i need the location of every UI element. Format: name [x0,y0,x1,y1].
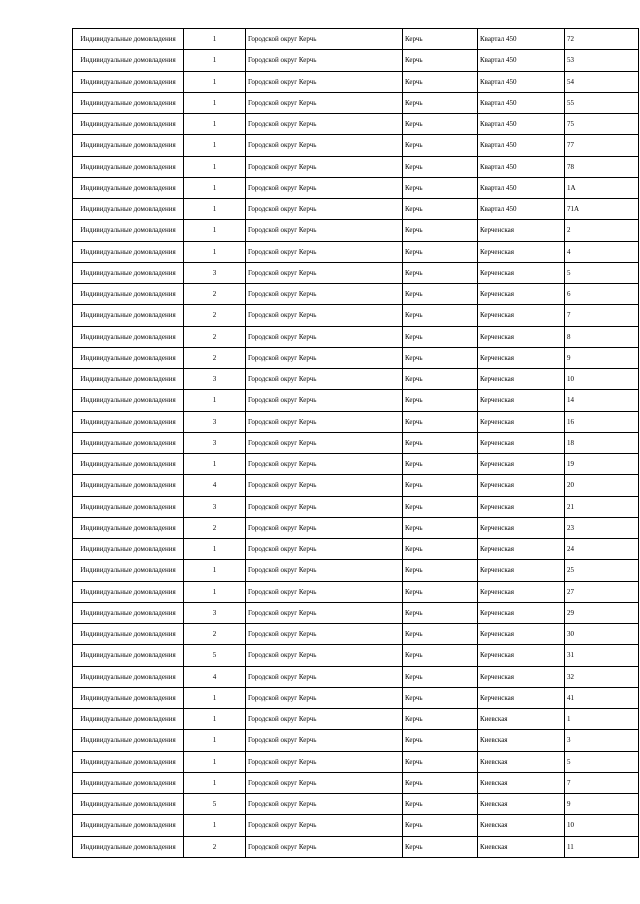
row-district-cell: Городской округ Керчь [246,347,403,368]
row-house-cell: 10 [565,815,639,836]
row-district-cell: Городской округ Керчь [246,687,403,708]
row-street-cell: Керченская [478,390,565,411]
row-house-cell: 18 [565,432,639,453]
row-type-cell: Индивидуальные домовладения [73,602,184,623]
row-city-cell: Керчь [403,645,478,666]
row-city-cell: Керчь [403,581,478,602]
row-type-cell: Индивидуальные домовладения [73,432,184,453]
row-count-cell: 1 [184,199,246,220]
row-count-cell: 1 [184,581,246,602]
row-type-cell: Индивидуальные домовладения [73,772,184,793]
row-house-cell: 71А [565,199,639,220]
row-street-cell: Керченская [478,284,565,305]
row-street-cell: Керченская [478,624,565,645]
row-count-cell: 1 [184,751,246,772]
row-city-cell: Керчь [403,135,478,156]
row-district-cell: Городской округ Керчь [246,71,403,92]
row-house-cell: 31 [565,645,639,666]
row-street-cell: Квартал 450 [478,50,565,71]
row-street-cell: Керченская [478,326,565,347]
row-house-cell: 78 [565,156,639,177]
row-city-cell: Керчь [403,815,478,836]
table-row [73,730,639,751]
row-house-cell: 2 [565,220,639,241]
row-city-cell: Керчь [403,199,478,220]
row-street-cell: Керченская [478,645,565,666]
row-street-cell: Керченская [478,602,565,623]
row-type-cell: Индивидуальные домовладения [73,709,184,730]
row-count-cell: 1 [184,390,246,411]
row-street-cell: Квартал 450 [478,199,565,220]
row-house-cell: 11 [565,836,639,857]
row-type-cell: Индивидуальные домовладения [73,560,184,581]
row-district-cell: Городской округ Керчь [246,539,403,560]
row-district-cell: Городской округ Керчь [246,156,403,177]
row-count-cell: 2 [184,347,246,368]
row-house-cell: 5 [565,262,639,283]
row-type-cell: Индивидуальные домовладения [73,390,184,411]
row-count-cell: 1 [184,177,246,198]
table-row [73,326,639,347]
row-district-cell: Городской округ Керчь [246,772,403,793]
table-row [73,305,639,326]
row-house-cell: 77 [565,135,639,156]
row-district-cell: Городской округ Керчь [246,220,403,241]
row-type-cell: Индивидуальные домовладения [73,305,184,326]
row-house-cell: 1А [565,177,639,198]
table-row [73,687,639,708]
row-type-cell: Индивидуальные домовладения [73,517,184,538]
row-type-cell: Индивидуальные домовладения [73,29,184,50]
address-table-body [73,29,639,858]
row-street-cell: Киевская [478,730,565,751]
row-house-cell: 3 [565,730,639,751]
row-count-cell: 3 [184,262,246,283]
row-city-cell: Керчь [403,517,478,538]
row-district-cell: Городской округ Керчь [246,92,403,113]
row-house-cell: 53 [565,50,639,71]
row-type-cell: Индивидуальные домовладения [73,836,184,857]
row-type-cell: Индивидуальные домовладения [73,199,184,220]
row-street-cell: Керченская [478,475,565,496]
table-row [73,645,639,666]
row-count-cell: 3 [184,432,246,453]
row-count-cell: 1 [184,114,246,135]
row-count-cell: 2 [184,305,246,326]
row-city-cell: Керчь [403,114,478,135]
row-type-cell: Индивидуальные домовладения [73,475,184,496]
row-street-cell: Киевская [478,772,565,793]
row-district-cell: Городской округ Керчь [246,114,403,135]
table-row [73,156,639,177]
row-city-cell: Керчь [403,284,478,305]
row-house-cell: 4 [565,241,639,262]
row-count-cell: 1 [184,815,246,836]
row-district-cell: Городской округ Керчь [246,432,403,453]
row-house-cell: 19 [565,454,639,475]
row-district-cell: Городской округ Керчь [246,645,403,666]
row-count-cell: 1 [184,687,246,708]
row-city-cell: Керчь [403,475,478,496]
row-district-cell: Городской округ Керчь [246,836,403,857]
row-count-cell: 5 [184,794,246,815]
row-city-cell: Керчь [403,539,478,560]
row-city-cell: Керчь [403,92,478,113]
row-street-cell: Керченская [478,347,565,368]
row-street-cell: Квартал 450 [478,156,565,177]
row-type-cell: Индивидуальные домовладения [73,114,184,135]
table-row [73,560,639,581]
row-house-cell: 21 [565,496,639,517]
row-house-cell: 54 [565,71,639,92]
row-count-cell: 1 [184,560,246,581]
row-count-cell: 4 [184,475,246,496]
row-street-cell: Керченская [478,241,565,262]
row-house-cell: 9 [565,794,639,815]
row-city-cell: Керчь [403,751,478,772]
row-count-cell: 1 [184,772,246,793]
row-count-cell: 5 [184,645,246,666]
row-city-cell: Керчь [403,262,478,283]
row-count-cell: 1 [184,135,246,156]
table-row [73,29,639,50]
row-house-cell: 20 [565,475,639,496]
row-district-cell: Городской округ Керчь [246,454,403,475]
row-count-cell: 2 [184,624,246,645]
row-city-cell: Керчь [403,326,478,347]
row-city-cell: Керчь [403,730,478,751]
row-type-cell: Индивидуальные домовладения [73,326,184,347]
table-row [73,772,639,793]
row-type-cell: Индивидуальные домовладения [73,815,184,836]
row-city-cell: Керчь [403,347,478,368]
table-row [73,815,639,836]
row-house-cell: 25 [565,560,639,581]
row-count-cell: 1 [184,92,246,113]
row-house-cell: 7 [565,772,639,793]
row-type-cell: Индивидуальные домовладения [73,581,184,602]
row-house-cell: 5 [565,751,639,772]
row-count-cell: 1 [184,156,246,177]
row-city-cell: Керчь [403,390,478,411]
row-street-cell: Квартал 450 [478,29,565,50]
row-city-cell: Керчь [403,369,478,390]
table-row [73,199,639,220]
row-district-cell: Городской округ Керчь [246,581,403,602]
row-city-cell: Керчь [403,220,478,241]
table-row [73,241,639,262]
row-type-cell: Индивидуальные домовладения [73,284,184,305]
row-street-cell: Керченская [478,411,565,432]
table-row [73,220,639,241]
row-house-cell: 75 [565,114,639,135]
row-count-cell: 1 [184,71,246,92]
table-row [73,135,639,156]
row-city-cell: Керчь [403,454,478,475]
table-row [73,624,639,645]
row-city-cell: Керчь [403,496,478,517]
row-city-cell: Керчь [403,156,478,177]
table-row [73,517,639,538]
row-city-cell: Керчь [403,71,478,92]
row-type-cell: Индивидуальные домовладения [73,539,184,560]
row-house-cell: 14 [565,390,639,411]
table-row [73,390,639,411]
row-city-cell: Керчь [403,305,478,326]
row-type-cell: Индивидуальные домовладения [73,156,184,177]
table-row [73,411,639,432]
row-house-cell: 24 [565,539,639,560]
row-house-cell: 9 [565,347,639,368]
address-table [72,28,639,858]
row-city-cell: Керчь [403,50,478,71]
row-district-cell: Городской округ Керчь [246,390,403,411]
row-count-cell: 1 [184,241,246,262]
table-row [73,539,639,560]
row-district-cell: Городской округ Керчь [246,369,403,390]
row-district-cell: Городской округ Керчь [246,262,403,283]
row-city-cell: Керчь [403,687,478,708]
row-street-cell: Керченская [478,666,565,687]
row-street-cell: Керченская [478,432,565,453]
table-row [73,602,639,623]
row-district-cell: Городской округ Керчь [246,751,403,772]
row-type-cell: Индивидуальные домовладения [73,645,184,666]
row-district-cell: Городской округ Керчь [246,29,403,50]
row-city-cell: Керчь [403,794,478,815]
row-count-cell: 1 [184,539,246,560]
row-district-cell: Городской округ Керчь [246,517,403,538]
row-count-cell: 2 [184,517,246,538]
row-type-cell: Индивидуальные домовладения [73,369,184,390]
row-type-cell: Индивидуальные домовладения [73,687,184,708]
table-row [73,92,639,113]
row-house-cell: 1 [565,709,639,730]
row-street-cell: Киевская [478,815,565,836]
row-count-cell: 1 [184,220,246,241]
row-house-cell: 23 [565,517,639,538]
row-count-cell: 1 [184,709,246,730]
row-type-cell: Индивидуальные домовладения [73,454,184,475]
row-city-cell: Керчь [403,29,478,50]
row-district-cell: Городской округ Керчь [246,326,403,347]
row-city-cell: Керчь [403,411,478,432]
row-count-cell: 1 [184,730,246,751]
row-street-cell: Керченская [478,496,565,517]
row-district-cell: Городской округ Керчь [246,284,403,305]
row-city-cell: Керчь [403,602,478,623]
row-street-cell: Керченская [478,539,565,560]
row-street-cell: Квартал 450 [478,177,565,198]
row-street-cell: Керченская [478,560,565,581]
row-city-cell: Керчь [403,177,478,198]
table-row [73,369,639,390]
table-row [73,454,639,475]
row-house-cell: 27 [565,581,639,602]
table-row [73,794,639,815]
row-house-cell: 10 [565,369,639,390]
row-type-cell: Индивидуальные домовладения [73,50,184,71]
row-district-cell: Городской округ Керчь [246,199,403,220]
table-row [73,666,639,687]
row-count-cell: 2 [184,326,246,347]
row-street-cell: Керченская [478,581,565,602]
row-count-cell: 3 [184,602,246,623]
row-district-cell: Городской округ Керчь [246,709,403,730]
row-street-cell: Керченская [478,220,565,241]
row-type-cell: Индивидуальные домовладения [73,624,184,645]
table-row [73,177,639,198]
row-district-cell: Городской округ Керчь [246,135,403,156]
row-house-cell: 55 [565,92,639,113]
table-row [73,284,639,305]
row-house-cell: 30 [565,624,639,645]
row-district-cell: Городской округ Керчь [246,730,403,751]
row-type-cell: Индивидуальные домовладения [73,135,184,156]
row-type-cell: Индивидуальные домовладения [73,71,184,92]
row-district-cell: Городской округ Керчь [246,50,403,71]
row-type-cell: Индивидуальные домовладения [73,666,184,687]
row-type-cell: Индивидуальные домовладения [73,241,184,262]
row-count-cell: 2 [184,284,246,305]
row-city-cell: Керчь [403,666,478,687]
row-house-cell: 41 [565,687,639,708]
table-row [73,432,639,453]
row-count-cell: 1 [184,454,246,475]
row-house-cell: 7 [565,305,639,326]
row-street-cell: Квартал 450 [478,92,565,113]
row-district-cell: Городской округ Керчь [246,624,403,645]
row-city-cell: Керчь [403,836,478,857]
row-city-cell: Керчь [403,709,478,730]
row-house-cell: 29 [565,602,639,623]
row-street-cell: Квартал 450 [478,71,565,92]
row-count-cell: 1 [184,50,246,71]
table-row [73,262,639,283]
row-district-cell: Городской округ Керчь [246,241,403,262]
row-type-cell: Индивидуальные домовладения [73,92,184,113]
row-city-cell: Керчь [403,241,478,262]
row-district-cell: Городской округ Керчь [246,496,403,517]
row-street-cell: Керченская [478,517,565,538]
row-street-cell: Квартал 450 [478,114,565,135]
row-count-cell: 1 [184,29,246,50]
row-type-cell: Индивидуальные домовладения [73,730,184,751]
row-type-cell: Индивидуальные домовладения [73,347,184,368]
row-district-cell: Городской округ Керчь [246,560,403,581]
row-count-cell: 3 [184,496,246,517]
row-type-cell: Индивидуальные домовладения [73,751,184,772]
row-street-cell: Киевская [478,709,565,730]
row-type-cell: Индивидуальные домовладения [73,220,184,241]
row-house-cell: 32 [565,666,639,687]
row-street-cell: Керченская [478,305,565,326]
row-type-cell: Индивидуальные домовладения [73,177,184,198]
table-row [73,581,639,602]
row-street-cell: Киевская [478,751,565,772]
row-city-cell: Керчь [403,624,478,645]
row-type-cell: Индивидуальные домовладения [73,794,184,815]
table-row [73,496,639,517]
row-type-cell: Индивидуальные домовладения [73,411,184,432]
row-count-cell: 3 [184,369,246,390]
row-city-cell: Керчь [403,432,478,453]
row-street-cell: Квартал 450 [478,135,565,156]
row-house-cell: 16 [565,411,639,432]
row-house-cell: 8 [565,326,639,347]
row-district-cell: Городской округ Керчь [246,411,403,432]
row-district-cell: Городской округ Керчь [246,794,403,815]
row-district-cell: Городской округ Керчь [246,815,403,836]
row-street-cell: Керченская [478,454,565,475]
table-row [73,50,639,71]
row-district-cell: Городской округ Керчь [246,602,403,623]
row-city-cell: Керчь [403,560,478,581]
table-row [73,114,639,135]
row-house-cell: 6 [565,284,639,305]
row-type-cell: Индивидуальные домовладения [73,262,184,283]
table-row [73,709,639,730]
row-house-cell: 72 [565,29,639,50]
table-row [73,751,639,772]
row-count-cell: 2 [184,836,246,857]
row-district-cell: Городской округ Керчь [246,177,403,198]
row-street-cell: Киевская [478,836,565,857]
row-district-cell: Городской округ Керчь [246,305,403,326]
row-district-cell: Городской округ Керчь [246,666,403,687]
row-count-cell: 3 [184,411,246,432]
table-row [73,71,639,92]
table-row [73,347,639,368]
row-street-cell: Керченская [478,262,565,283]
table-row [73,475,639,496]
row-count-cell: 4 [184,666,246,687]
row-city-cell: Керчь [403,772,478,793]
row-street-cell: Керченская [478,687,565,708]
row-street-cell: Керченская [478,369,565,390]
table-row [73,836,639,857]
row-type-cell: Индивидуальные домовладения [73,496,184,517]
row-street-cell: Киевская [478,794,565,815]
row-district-cell: Городской округ Керчь [246,475,403,496]
